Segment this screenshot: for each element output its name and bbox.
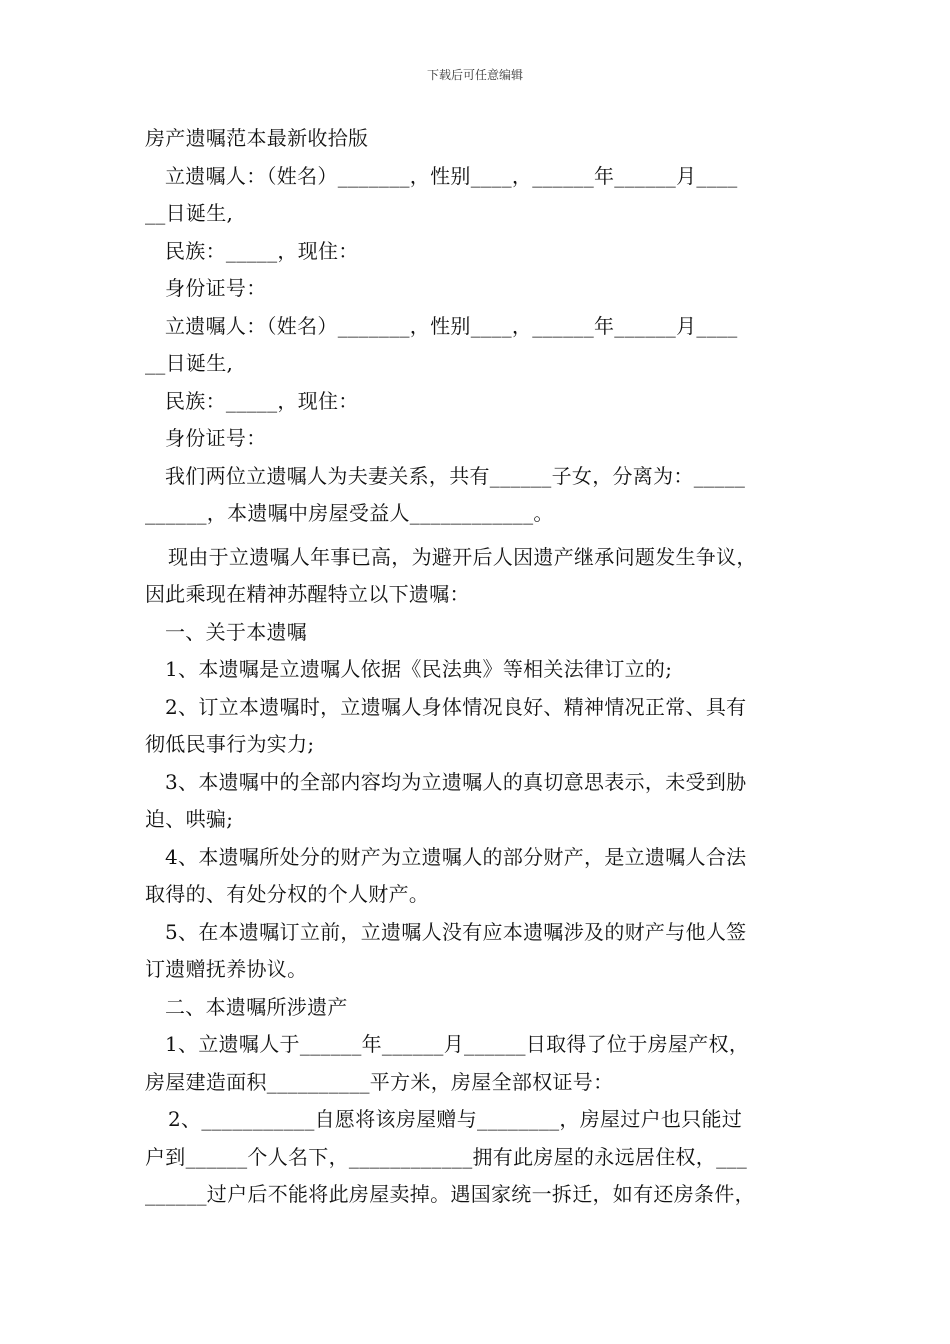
- section-heading: 二、本遗嘱所涉遗产: [165, 994, 348, 1019]
- section-heading: 一、关于本遗嘱: [165, 619, 308, 644]
- paragraph-line: 1、本遗嘱是立遗嘱人依据《民法典》等相关法律订立的;: [165, 657, 673, 681]
- document-title: 房产遗嘱范本最新收拾版: [145, 126, 369, 150]
- paragraph-line: 取得的、有处分权的个人财产。: [145, 882, 430, 906]
- paragraph-line: 因此乘现在精神苏醒特立以下遗嘱：: [145, 582, 470, 606]
- paragraph-line: 订遗赠抚养协议。: [145, 957, 308, 981]
- paragraph-line: 我们两位立遗嘱人为夫妻关系，共有______子女，分离为：_____: [165, 463, 746, 488]
- paragraph-line: 民族：_____，现住：: [165, 388, 359, 413]
- paragraph-line: 身份证号：: [165, 426, 267, 450]
- paragraph-line: 4、本遗嘱所处分的财产为立遗嘱人的部分财产，是立遗嘱人合法: [165, 844, 747, 869]
- paragraph-line: 民族：_____，现住：: [165, 238, 359, 263]
- paragraph-line: 2、订立本遗嘱时，立遗嘱人身体情况良好、精神情况正常、具有: [165, 694, 747, 719]
- paragraph-line: 立遗嘱人：（姓名）_______，性别____，______年______月____: [165, 163, 738, 188]
- paragraph-line: __日诞生,: [145, 201, 234, 225]
- paragraph-line: 2、___________自愿将该房屋赠与________，房屋过户也只能过: [168, 1107, 743, 1131]
- paragraph-line: 迫、哄骗;: [145, 807, 234, 831]
- paragraph-line: 房屋建造面积__________平方米，房屋全部权证号：: [145, 1069, 614, 1094]
- document-body: [145, 120, 815, 1214]
- paragraph-line: ______，本遗嘱中房屋受益人____________。: [145, 501, 554, 525]
- page-header: 下载后可任意编辑: [426, 68, 523, 82]
- paragraph-line: 彻低民事行为实力;: [145, 732, 315, 756]
- paragraph-line: 立遗嘱人：（姓名）_______，性别____，______年______月____: [165, 313, 738, 338]
- paragraph-line: 3、本遗嘱中的全部内容均为立遗嘱人的真切意思表示，未受到胁: [165, 769, 747, 794]
- paragraph-line: 户到______个人名下，____________拥有此房屋的永远居住权，___: [145, 1144, 747, 1169]
- paragraph-line: 1、立遗嘱人于______年______月______日取得了位于房屋产权，: [165, 1032, 750, 1056]
- paragraph-line: 现由于立遗嘱人年事已高，为避开后人因遗产继承问题发生争议，: [168, 544, 757, 569]
- paragraph-line: __日诞生,: [145, 351, 234, 375]
- paragraph-line: ______过户后不能将此房屋卖掉。遇国家统一拆迁，如有还房条件，: [145, 1182, 755, 1206]
- paragraph-line: 5、在本遗嘱订立前，立遗嘱人没有应本遗嘱涉及的财产与他人签: [165, 919, 747, 944]
- paragraph-line: 身份证号：: [165, 276, 267, 300]
